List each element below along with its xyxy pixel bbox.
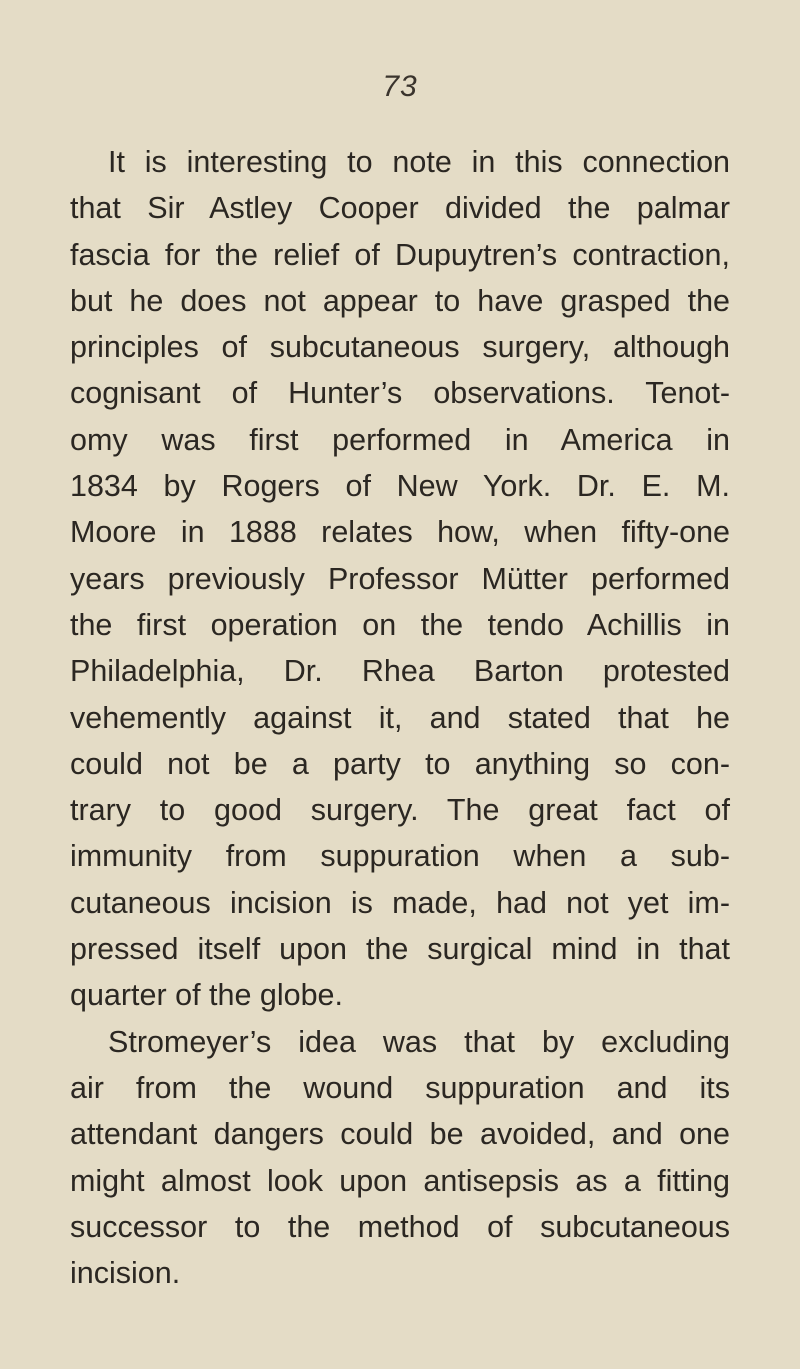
text-line: omy was first performed in America in — [70, 422, 730, 457]
text-line: cognisant of Hunter’s observations. Tenot- — [70, 376, 730, 411]
text-line: could not be a party to anything so con- — [70, 746, 730, 781]
text-line: might almost look upon antisepsis as a fitting — [70, 1163, 730, 1198]
text-line: quarter of the globe. — [70, 978, 343, 1013]
text-line: Stromeyer’s idea was that by excluding — [108, 1024, 730, 1059]
paragraph-2 — [70, 1019, 730, 1297]
text-line: It is interesting to note in this connection — [108, 145, 730, 179]
text-line: years previously Professor Mütter performed — [70, 561, 730, 596]
text-line: attendant dangers could be avoided, and one — [70, 1117, 730, 1152]
text-line: vehemently against it, and stated that he — [70, 700, 730, 735]
text-line: trary to good surgery. The great fact of — [70, 793, 730, 828]
paragraph-1 — [70, 139, 730, 1019]
text-line: Moore in 1888 relates how, when fifty-one — [70, 515, 730, 550]
text-line: pressed itself upon the surgical mind in that — [70, 932, 730, 967]
text-line: fascia for the relief of Dupuytren’s contraction, — [70, 237, 730, 272]
text-line: principles of subcutaneous surgery, although — [70, 330, 730, 365]
text-line: immunity from suppuration when a sub- — [70, 839, 730, 874]
text-line: cutaneous incision is made, had not yet im- — [70, 885, 730, 920]
text-line: air from the wound suppuration and its — [70, 1070, 730, 1105]
text-line: successor to the method of subcutaneous — [70, 1209, 730, 1244]
text-line: Philadelphia, Dr. Rhea Barton protested — [70, 654, 730, 689]
text-line: that Sir Astley Cooper divided the palmar — [70, 191, 730, 226]
text-line: the first operation on the tendo Achillis in — [70, 607, 730, 642]
text-line: incision. — [70, 1256, 181, 1291]
text-line: 1834 by Rogers of New York. Dr. E. M. — [70, 469, 730, 504]
page-number: 73 — [382, 70, 418, 103]
body-text — [70, 139, 730, 1296]
text-line: but he does not appear to have grasped the — [70, 283, 730, 318]
